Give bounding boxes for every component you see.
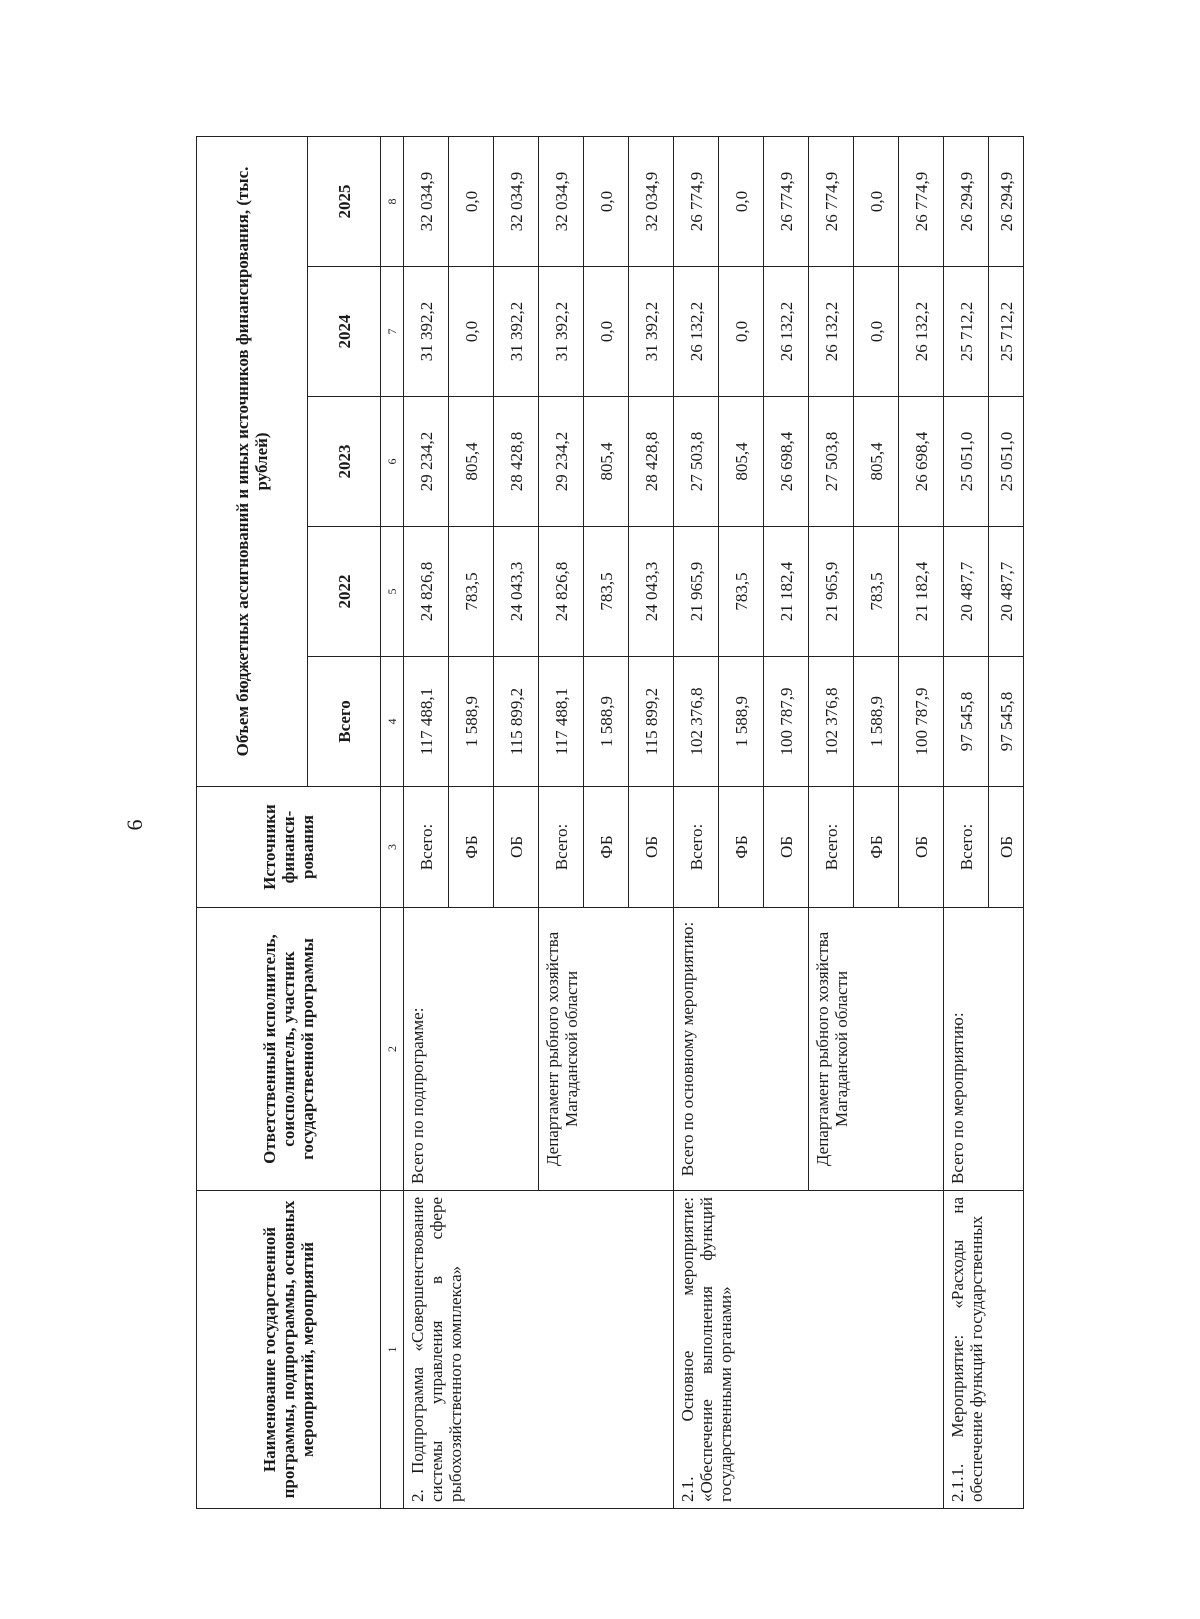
value-cell: 20 487,7 (944, 527, 989, 657)
source-cell: Всего: (674, 787, 719, 908)
value-cell: 32 034,9 (404, 136, 449, 266)
value-cell: 24 043,3 (629, 527, 674, 657)
value-cell: 0,0 (854, 267, 899, 397)
value-cell: 24 826,8 (539, 527, 584, 657)
value-cell: 28 428,8 (494, 397, 539, 527)
value-cell: 29 234,2 (539, 397, 584, 527)
header-year-total: Всего (308, 657, 381, 787)
value-cell: 32 034,9 (494, 136, 539, 266)
value-cell: 783,5 (584, 527, 629, 657)
value-cell: 26 698,4 (899, 397, 944, 527)
value-cell: 102 376,8 (809, 657, 854, 787)
value-cell: 26 294,9 (989, 136, 1024, 266)
value-cell: 21 182,4 (899, 527, 944, 657)
value-cell: 31 392,2 (629, 267, 674, 397)
source-cell: ФБ (719, 787, 764, 908)
value-cell: 805,4 (854, 397, 899, 527)
value-cell: 26 698,4 (764, 397, 809, 527)
header-group-financing: Объем бюджетных ассигнований и иных источников финансирования, (тыс. рублей) (197, 136, 308, 786)
header-year-2024: 2024 (308, 267, 381, 397)
source-cell: Всего: (944, 787, 989, 908)
source-cell: ОБ (764, 787, 809, 908)
source-cell: ОБ (989, 787, 1024, 908)
value-cell: 97 545,8 (989, 657, 1024, 787)
value-cell: 26 774,9 (674, 136, 719, 266)
value-cell: 29 234,2 (404, 397, 449, 527)
value-cell: 1 588,9 (854, 657, 899, 787)
value-cell: 27 503,8 (674, 397, 719, 527)
value-cell: 115 899,2 (494, 657, 539, 787)
value-cell: 31 392,2 (494, 267, 539, 397)
executor-total-main-activity: Всего по основному мероприятию: (674, 908, 809, 1191)
column-number-row (381, 136, 404, 1508)
value-cell: 26 774,9 (809, 136, 854, 266)
value-cell: 27 503,8 (809, 397, 854, 527)
value-cell: 26 132,2 (899, 267, 944, 397)
column-number: 3 (381, 787, 404, 908)
value-cell: 26 132,2 (764, 267, 809, 397)
column-number: 6 (381, 397, 404, 527)
table-header (197, 136, 404, 1508)
table-row (944, 136, 989, 1508)
table-row (674, 136, 719, 1508)
value-cell: 25 051,0 (989, 397, 1024, 527)
column-number: 1 (381, 1191, 404, 1509)
value-cell: 805,4 (584, 397, 629, 527)
value-cell: 32 034,9 (539, 136, 584, 266)
value-cell: 0,0 (854, 136, 899, 266)
column-number: 8 (381, 136, 404, 266)
value-cell: 1 588,9 (719, 657, 764, 787)
source-cell: ФБ (584, 787, 629, 908)
source-cell: ОБ (629, 787, 674, 908)
value-cell: 25 712,2 (989, 267, 1024, 397)
value-cell: 783,5 (449, 527, 494, 657)
value-cell: 32 034,9 (629, 136, 674, 266)
value-cell: 1 588,9 (584, 657, 629, 787)
page-number: 6 (122, 819, 147, 831)
main-activity-name: 2.1. Основное мероприятие: «Обеспечение выполнения функций государственными органами» (674, 1191, 944, 1509)
value-cell: 100 787,9 (764, 657, 809, 787)
source-cell: ОБ (899, 787, 944, 908)
value-cell: 97 545,8 (944, 657, 989, 787)
executor-department: Департамент рыбного хозяйства Магаданской области (809, 908, 944, 1191)
executor-department: Департамент рыбного хозяйства Магаданской области (539, 908, 674, 1191)
value-cell: 26 132,2 (674, 267, 719, 397)
executor-total-subprogram: Всего по подпрограмме: (404, 908, 539, 1191)
column-number: 2 (381, 908, 404, 1191)
value-cell: 25 712,2 (944, 267, 989, 397)
header-year-2022: 2022 (308, 527, 381, 657)
value-cell: 102 376,8 (674, 657, 719, 787)
value-cell: 26 132,2 (809, 267, 854, 397)
value-cell: 805,4 (449, 397, 494, 527)
activity-name: 2.1.1. Мероприятие: «Расходы на обеспечение функций государственных (944, 1191, 1024, 1509)
value-cell: 0,0 (584, 136, 629, 266)
column-number: 5 (381, 527, 404, 657)
value-cell: 117 488,1 (539, 657, 584, 787)
value-cell: 20 487,7 (989, 527, 1024, 657)
source-cell: ФБ (449, 787, 494, 908)
value-cell: 21 965,9 (674, 527, 719, 657)
value-cell: 0,0 (719, 136, 764, 266)
value-cell: 24 043,3 (494, 527, 539, 657)
value-cell: 31 392,2 (404, 267, 449, 397)
financing-table-sheet (196, 166, 1200, 1509)
value-cell: 117 488,1 (404, 657, 449, 787)
value-cell: 0,0 (449, 136, 494, 266)
executor-total-activity: Всего по мероприятию: (944, 908, 1024, 1191)
value-cell: 21 965,9 (809, 527, 854, 657)
value-cell: 0,0 (584, 267, 629, 397)
value-cell: 25 051,0 (944, 397, 989, 527)
value-cell: 783,5 (854, 527, 899, 657)
source-cell: ОБ (494, 787, 539, 908)
source-cell: Всего: (539, 787, 584, 908)
value-cell: 21 182,4 (764, 527, 809, 657)
value-cell: 0,0 (449, 267, 494, 397)
value-cell: 1 588,9 (449, 657, 494, 787)
value-cell: 26 774,9 (899, 136, 944, 266)
value-cell: 783,5 (719, 527, 764, 657)
value-cell: 31 392,2 (539, 267, 584, 397)
value-cell: 0,0 (719, 267, 764, 397)
source-cell: Всего: (404, 787, 449, 908)
table-row (404, 136, 449, 1508)
table-body (404, 136, 1024, 1508)
column-number: 7 (381, 267, 404, 397)
value-cell: 100 787,9 (899, 657, 944, 787)
header-col-name: Наименование государственной программы, подпрограммы, основных мероприятий, мероприятий (197, 1191, 381, 1509)
header-col-executor: Ответственный исполнитель, соисполнитель, участник государственной программы (197, 908, 381, 1191)
value-cell: 28 428,8 (629, 397, 674, 527)
value-cell: 26 774,9 (764, 136, 809, 266)
source-cell: ФБ (854, 787, 899, 908)
source-cell: Всего: (809, 787, 854, 908)
header-year-2025: 2025 (308, 136, 381, 266)
value-cell: 805,4 (719, 397, 764, 527)
value-cell: 115 899,2 (629, 657, 674, 787)
column-number: 4 (381, 657, 404, 787)
value-cell: 26 294,9 (944, 136, 989, 266)
financing-table (196, 136, 1024, 1509)
subprogram-name: 2. Подпрограмма «Совершенствование системы управления в сфере рыбохозяйственного комплекса» (404, 1191, 674, 1509)
header-year-2023: 2023 (308, 397, 381, 527)
value-cell: 24 826,8 (404, 527, 449, 657)
header-col-source: Источники финанси-рования (197, 787, 381, 908)
